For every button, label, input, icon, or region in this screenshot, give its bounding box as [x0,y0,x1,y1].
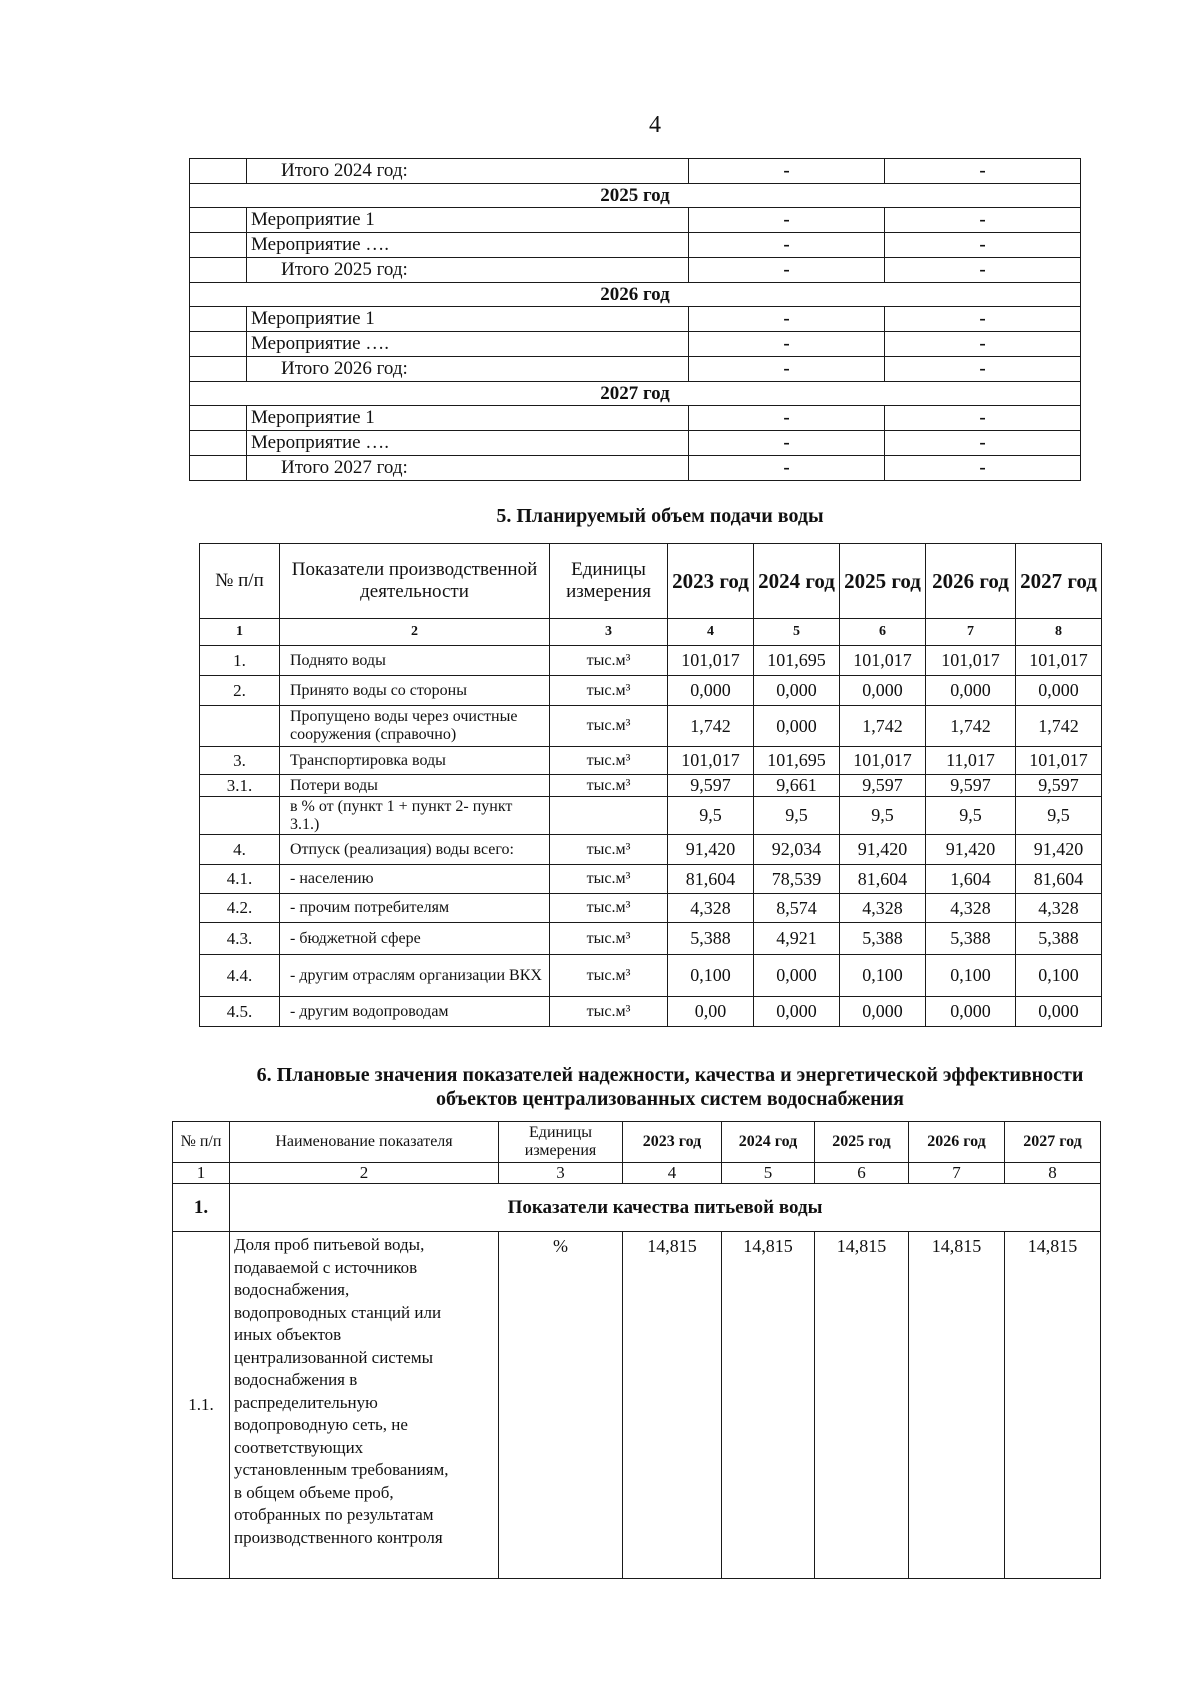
index-cell: 6 [815,1163,909,1184]
row-unit: тыс.м³ [550,894,668,923]
row-value: 1,742 [1016,706,1102,747]
section-6-title-line-2: объектов централизованных систем водоснабжения [435,1088,905,1110]
table6-row-1-1 [173,1232,1101,1579]
section-num: 1. [173,1184,230,1232]
row-value: 101,017 [668,747,754,775]
row-value: 101,695 [754,646,840,676]
index-cell: 3 [499,1163,623,1184]
schedule-value: - [689,159,885,184]
row-value: 78,539 [754,865,840,894]
row-value: 1,742 [926,706,1016,747]
empty-cell [190,258,247,283]
table5-data-row [200,835,1102,865]
schedule-value: - [689,456,885,481]
index-cell: 7 [926,619,1016,646]
table6-section-row [173,1184,1101,1232]
schedule-value: - [689,208,885,233]
header-year-2024: 2024 год [722,1122,815,1163]
index-cell: 8 [1016,619,1102,646]
schedule-label: Мероприятие 1 [247,208,689,233]
row-value: 0,00 [668,997,754,1027]
index-cell: 8 [1005,1163,1101,1184]
row-value: 101,017 [668,646,754,676]
row-value: 0,100 [840,955,926,997]
schedule-row [190,233,1081,258]
index-cell: 7 [909,1163,1005,1184]
row-value: 101,017 [1016,646,1102,676]
row-value: 4,921 [754,923,840,955]
description-line: централизованной системы [234,1347,434,1367]
row-value: 91,420 [840,835,926,865]
table5-data-row [200,865,1102,894]
schedule-label: Мероприятие 1 [247,307,689,332]
row-indicator: Поднято воды [280,646,550,676]
row-value: 9,597 [668,775,754,797]
value-2024: 14,815 [722,1232,815,1579]
row-num: 1. [200,646,280,676]
row-unit: тыс.м³ [550,747,668,775]
row-unit: % [499,1232,623,1579]
row-value: 81,604 [840,865,926,894]
index-cell: 6 [840,619,926,646]
row-value: 8,574 [754,894,840,923]
description-line: установленным требованиям, [234,1460,449,1479]
section-5-title: 5. Планируемый объем подачи воды [496,505,824,527]
header-year-2025: 2025 год [815,1122,909,1163]
empty-cell [190,233,247,258]
row-unit: тыс.м³ [550,775,668,797]
row-description [230,1232,499,1579]
row-num: 4.2. [200,894,280,923]
row-unit: тыс.м³ [550,835,668,865]
row-unit: тыс.м³ [550,706,668,747]
index-cell: 1 [200,619,280,646]
row-value: 1,742 [840,706,926,747]
row-value: 0,000 [840,997,926,1027]
year-heading: 2027 год [190,382,1081,406]
year-heading: 2026 год [190,283,1081,307]
row-value: 91,420 [926,835,1016,865]
row-value: 91,420 [1016,835,1102,865]
row-value: 101,695 [754,747,840,775]
row-value: 0,000 [926,997,1016,1027]
row-indicator: - прочим потребителям [280,894,550,923]
index-cell: 1 [173,1163,230,1184]
schedule-row [190,159,1081,184]
schedule-value: - [885,233,1081,258]
header-year-2023: 2023 год [668,544,754,619]
row-indicator: Принято воды со стороны [280,676,550,706]
row-num: 1.1. [173,1232,230,1579]
description-line: Доля проб питьевой воды, [234,1235,425,1254]
row-indicator: Пропущено воды через очистные сооружения (справочно) [280,706,550,747]
row-value: 101,017 [840,646,926,676]
schedule-label: Мероприятие …. [247,332,689,357]
row-value: 4,328 [840,894,926,923]
header-unit: Единицы измерения [550,544,668,619]
header-indicator: Показатели производственной деятельности [280,544,550,619]
schedule-value: - [689,258,885,283]
schedule-row [190,456,1081,481]
header-year-2025: 2025 год [840,544,926,619]
year-heading: 2025 год [190,184,1081,208]
row-num: 4.5. [200,997,280,1027]
row-indicator: - населению [280,865,550,894]
section-6-title-line-1: 6. Плановые значения показателей надежности, качества и энергетической эффективности [256,1064,1084,1086]
empty-cell [190,332,247,357]
empty-cell [190,431,247,456]
row-value: 0,000 [754,706,840,747]
table5-data-row [200,775,1102,797]
table5-data-row [200,706,1102,747]
empty-cell [190,406,247,431]
header-year-2026: 2026 год [926,544,1016,619]
value-2026: 14,815 [909,1232,1005,1579]
table6-index-row [173,1163,1101,1184]
row-value: 9,5 [668,797,754,835]
header-year-2024: 2024 год [754,544,840,619]
table5-data-row [200,894,1102,923]
description-line: в общем объеме проб, [234,1482,394,1502]
header-year-2023: 2023 год [623,1122,722,1163]
value-2027: 14,815 [1005,1232,1101,1579]
quality-indicators-table [172,1121,1101,1579]
page-number: 4 [649,112,661,138]
row-unit: тыс.м³ [550,955,668,997]
table5-data-row [200,676,1102,706]
table5-data-row [200,747,1102,775]
row-value: 5,388 [1016,923,1102,955]
value-2023: 14,815 [623,1232,722,1579]
row-value: 9,5 [1016,797,1102,835]
row-value: 11,017 [926,747,1016,775]
header-name: Наименование показателя [230,1122,499,1163]
row-indicator: - бюджетной сфере [280,923,550,955]
row-value: 9,5 [926,797,1016,835]
row-value: 0,000 [1016,676,1102,706]
row-value: 81,604 [1016,865,1102,894]
empty-cell [190,208,247,233]
description-line: иных объектов [234,1325,342,1344]
row-value: 0,000 [668,676,754,706]
budget-summary-table [189,158,1081,481]
empty-cell [190,357,247,382]
row-value: 92,034 [754,835,840,865]
table5-data-row [200,797,1102,835]
index-cell: 5 [722,1163,815,1184]
header-year-2027: 2027 год [1005,1122,1101,1163]
index-cell: 2 [280,619,550,646]
row-num: 4.1. [200,865,280,894]
row-value: 5,388 [926,923,1016,955]
table5-data-row [200,997,1102,1027]
schedule-value: - [885,258,1081,283]
row-num: 4. [200,835,280,865]
row-value: 4,328 [1016,894,1102,923]
description-line: водоснабжения в [234,1370,358,1389]
row-indicator: - другим водопроводам [280,997,550,1027]
row-value: 1,604 [926,865,1016,894]
row-num: 4.3. [200,923,280,955]
row-value: 101,017 [926,646,1016,676]
row-indicator: Отпуск (реализация) воды всего: [280,835,550,865]
row-num: 2. [200,676,280,706]
row-value: 4,328 [926,894,1016,923]
row-indicator: Потери воды [280,775,550,797]
row-indicator: в % от (пункт 1 + пункт 2- пункт 3.1.) [280,797,550,835]
section-title: Показатели качества питьевой воды [230,1184,1101,1232]
water-supply-volume-table [199,543,1102,1027]
table5-header-row [200,544,1102,619]
row-value: 5,388 [668,923,754,955]
row-unit: тыс.м³ [550,646,668,676]
row-value: 0,100 [1016,955,1102,997]
table5-data-row [200,923,1102,955]
description-line: соответствующих [234,1437,364,1457]
schedule-row [190,406,1081,431]
table5-data-row [200,646,1102,676]
row-num: 3.1. [200,775,280,797]
value-2025: 14,815 [815,1232,909,1579]
table5-data-row [200,955,1102,997]
description-line: подаваемой с источников [234,1257,418,1277]
index-cell: 4 [668,619,754,646]
index-cell: 2 [230,1163,499,1184]
row-value: 81,604 [668,865,754,894]
description-line: водоснабжения, [234,1280,350,1299]
schedule-value: - [885,159,1081,184]
description-line: водопроводных станций или [234,1302,442,1322]
schedule-value: - [689,332,885,357]
year-heading-row [190,382,1081,406]
row-value: 0,100 [668,955,754,997]
row-value: 9,597 [1016,775,1102,797]
row-num [200,706,280,747]
row-unit: тыс.м³ [550,865,668,894]
row-value: 101,017 [1016,747,1102,775]
schedule-row [190,431,1081,456]
schedule-value: - [885,431,1081,456]
schedule-value: - [885,307,1081,332]
row-value: 0,000 [840,676,926,706]
row-unit [550,797,668,835]
header-year-2027: 2027 год [1016,544,1102,619]
schedule-row [190,258,1081,283]
empty-cell [190,159,247,184]
year-heading-row [190,283,1081,307]
row-value: 0,100 [926,955,1016,997]
year-heading-row [190,184,1081,208]
schedule-value: - [885,332,1081,357]
row-unit: тыс.м³ [550,676,668,706]
row-value: 9,5 [754,797,840,835]
row-value: 0,000 [926,676,1016,706]
table5-index-row [200,619,1102,646]
header-num: № п/п [173,1122,230,1163]
row-value: 9,5 [840,797,926,835]
schedule-row [190,357,1081,382]
schedule-label: Мероприятие …. [247,233,689,258]
schedule-value: - [885,357,1081,382]
schedule-value: - [885,406,1081,431]
schedule-label: Мероприятие 1 [247,406,689,431]
schedule-value: - [689,307,885,332]
schedule-row [190,307,1081,332]
row-num: 4.4. [200,955,280,997]
index-cell: 4 [623,1163,722,1184]
schedule-value: - [689,406,885,431]
schedule-value: - [689,431,885,456]
row-num [200,797,280,835]
schedule-value: - [689,357,885,382]
index-cell: 3 [550,619,668,646]
empty-cell [190,456,247,481]
schedule-row [190,332,1081,357]
description-line: распределительную [234,1392,378,1412]
header-year-2026: 2026 год [909,1122,1005,1163]
schedule-label: Итого 2027 год: [247,456,689,481]
row-num: 3. [200,747,280,775]
table6-header-row [173,1122,1101,1163]
row-value: 0,000 [1016,997,1102,1027]
schedule-label: Итого 2026 год: [247,357,689,382]
schedule-label: Итого 2025 год: [247,258,689,283]
row-value: 5,388 [840,923,926,955]
schedule-label: Итого 2024 год: [247,159,689,184]
description-line: отобранных по результатам [234,1505,434,1524]
row-value: 9,661 [754,775,840,797]
description-line: водопроводную сеть, не [234,1415,408,1434]
row-value: 101,017 [840,747,926,775]
header-unit: Единицы измерения [499,1122,623,1163]
header-num: № п/п [200,544,280,619]
schedule-row [190,208,1081,233]
row-value: 9,597 [840,775,926,797]
description-line: производственного контроля [234,1527,443,1547]
row-unit: тыс.м³ [550,923,668,955]
schedule-label: Мероприятие …. [247,431,689,456]
row-value: 9,597 [926,775,1016,797]
row-value: 91,420 [668,835,754,865]
row-unit: тыс.м³ [550,997,668,1027]
schedule-value: - [689,233,885,258]
row-indicator: Транспортировка воды [280,747,550,775]
index-cell: 5 [754,619,840,646]
schedule-value: - [885,208,1081,233]
row-value: 0,000 [754,997,840,1027]
schedule-value: - [885,456,1081,481]
row-indicator: - другим отраслям организации ВКХ [280,955,550,997]
row-value: 0,000 [754,676,840,706]
section-6-title [210,1063,1130,1111]
row-value: 4,328 [668,894,754,923]
row-value: 0,000 [754,955,840,997]
row-value: 1,742 [668,706,754,747]
empty-cell [190,307,247,332]
